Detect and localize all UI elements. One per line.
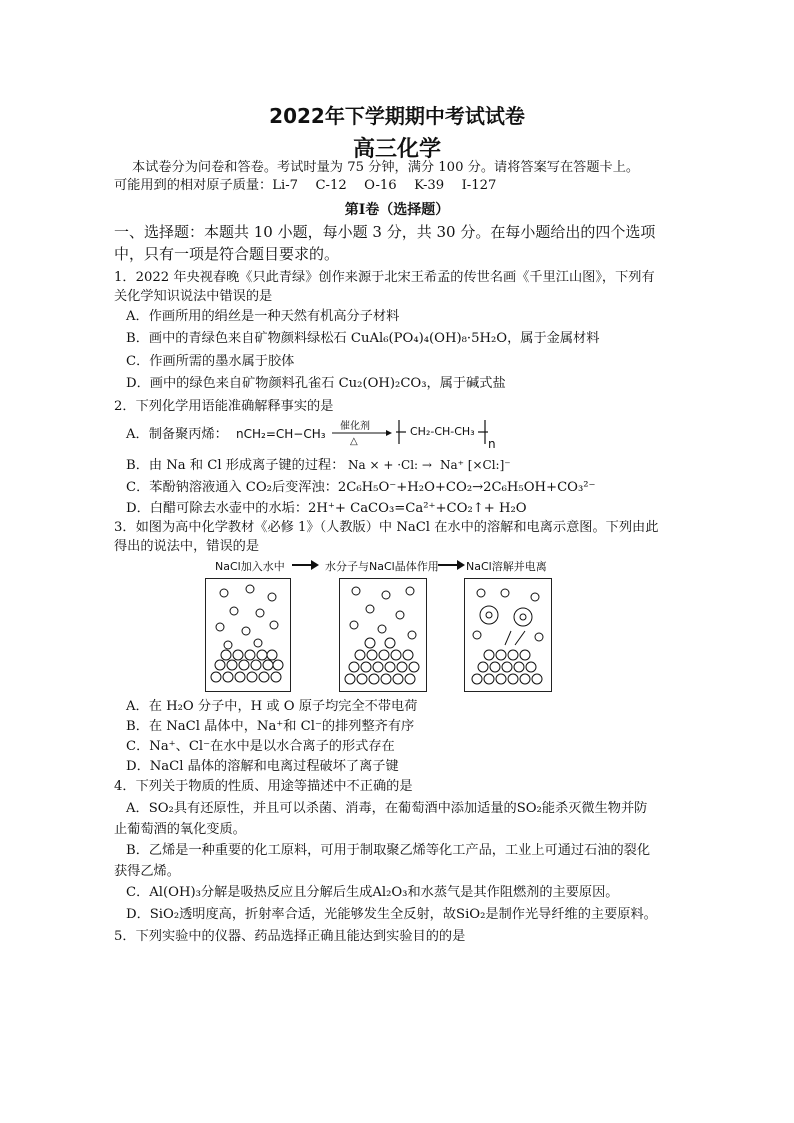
q1-stem-line1: 1．2022 年央视春晚《只此青绿》创作来源于北宋王希孟的传世名画《千里江山图》，下列有	[114, 270, 655, 285]
q3-option-d: D．NaCl 晶体的溶解和电离过程破坏了离子键	[126, 759, 399, 774]
q4-option-a-line2: 止葡萄酒的氧化变质。	[114, 822, 246, 837]
q3-stem-line1: 3．如图为高中化学教材《必修 1》（人教版）中 NaCl 在水中的溶解和电离示意图。下列由此	[114, 520, 659, 535]
q1-option-b: B．画中的青绿色来自矿物颜料绿松石 CuAl₆(PO₄)₄(OH)₈·5H₂O，属于金属材料	[126, 331, 600, 346]
q2-option-c: C．苯酚钠溶液通入 CO₂后变浑浊：2C₆H₅O⁻+H₂O+CO₂→2C₆H₅OH+CO₃²⁻	[126, 480, 596, 495]
atomic-masses: 可能用到的相对原子质量：Li-7 C-12 O-16 K-39 I-127	[114, 178, 497, 193]
q4-option-b-line1: B．乙烯是一种重要的化工原料，可用于制取聚乙烯等化工产品，工业上可通过石油的裂化	[126, 843, 650, 858]
arrow-right-icon	[290, 559, 320, 571]
fig-panel-2	[339, 578, 427, 692]
q3-option-a: A．在 H₂O 分子中，H 或 O 原子均完全不带电荷	[126, 699, 418, 714]
section-instructions-line2: 中，只有一项是符合题目要求的。	[114, 245, 340, 263]
reaction-arrow-icon	[332, 429, 392, 437]
q2-a-reactant: nCH₂=CH−CH₃	[236, 427, 326, 441]
q3-option-c: C．Na⁺、Cl⁻在水中是以水合离子的形式存在	[126, 739, 395, 754]
fig-caption-3: NaCl溶解并电离	[466, 560, 547, 573]
fig-caption-2: 水分子与NaCl晶体作用	[325, 560, 439, 573]
exam-intro: 本试卷分为问卷和答卷。考试时量为 75 分钟，满分 100 分。请将答案写在答题卡上。	[132, 160, 640, 175]
q2-b-left: Na × + ·Cl: →	[348, 458, 432, 472]
q3-option-b: B．在 NaCl 晶体中，Na⁺和 Cl⁻的排列整齐有序	[126, 719, 415, 734]
section-instructions-line1: 一、选择题：本题共 10 小题，每小题 3 分，共 30 分。在每小题给出的四个选项	[114, 223, 656, 241]
exam-title: 2022年下学期期中考试试卷	[269, 104, 525, 128]
exam-subtitle: 高三化学	[352, 137, 441, 162]
fig-panel-1	[205, 578, 291, 692]
nacl-in-water-diagram	[206, 579, 290, 691]
q2-option-b-label: B．由 Na 和 Cl 形成离子键的过程：	[126, 458, 345, 473]
q3-stem-line2: 得出的说法中，错误的是	[114, 539, 260, 554]
water-crystal-interaction-diagram	[340, 579, 426, 691]
q4-option-a-line1: A．SO₂具有还原性，并且可以杀菌、消毒，在葡萄酒中添加适量的SO₂能杀灭微生物并防	[126, 801, 648, 816]
q2-option-a-label: A．制备聚丙烯：	[126, 427, 228, 442]
q4-option-c: C．Al(OH)₃分解是吸热反应且分解后生成Al₂O₃和水蒸气是其作阻燃剂的主要原因。	[126, 885, 619, 900]
q1-option-a: A．作画所用的绢丝是一种天然有机高分子材料	[126, 309, 400, 324]
q2-stem: 2．下列化学用语能准确解释事实的是	[114, 399, 334, 414]
q5-stem: 5．下列实验中的仪器、药品选择正确且能达到实验目的的是	[114, 929, 466, 944]
q2-a-heat: △	[350, 436, 358, 447]
q1-option-c: C．作画所需的墨水属于胶体	[126, 354, 295, 369]
q2-a-catalyst: 催化剂	[340, 421, 370, 432]
section-heading: 第Ⅰ卷（选择题）	[344, 202, 450, 218]
fig-caption-1: NaCl加入水中	[215, 560, 285, 573]
q4-option-d: D．SiO₂透明度高，折射率合适，光能够发生全反射，故SiO₂是制作光导纤维的主要原料。	[126, 907, 657, 922]
q1-stem-line2: 关化学知识说法中错误的是	[114, 289, 273, 304]
q1-option-d: D．画中的绿色来自矿物颜料孔雀石 Cu₂(OH)₂CO₃，属于碱式盐	[126, 376, 506, 391]
q2-a-n: n	[488, 437, 496, 451]
arrow-right-icon	[436, 559, 466, 571]
q2-option-d: D．白醋可除去水壶中的水垢：2H⁺+ CaCO₃=Ca²⁺+CO₂↑+ H₂O	[126, 501, 527, 516]
fig-panel-3	[464, 578, 552, 692]
q2-a-product: CH₂-CH-CH₃	[410, 425, 475, 438]
q4-option-b-line2: 获得乙烯。	[114, 864, 180, 879]
nacl-ionization-diagram	[465, 579, 551, 691]
q2-b-right: Na⁺ [×Cl:]⁻	[440, 458, 511, 472]
q4-stem: 4．下列关于物质的性质、用途等描述中不正确的是	[114, 779, 413, 794]
